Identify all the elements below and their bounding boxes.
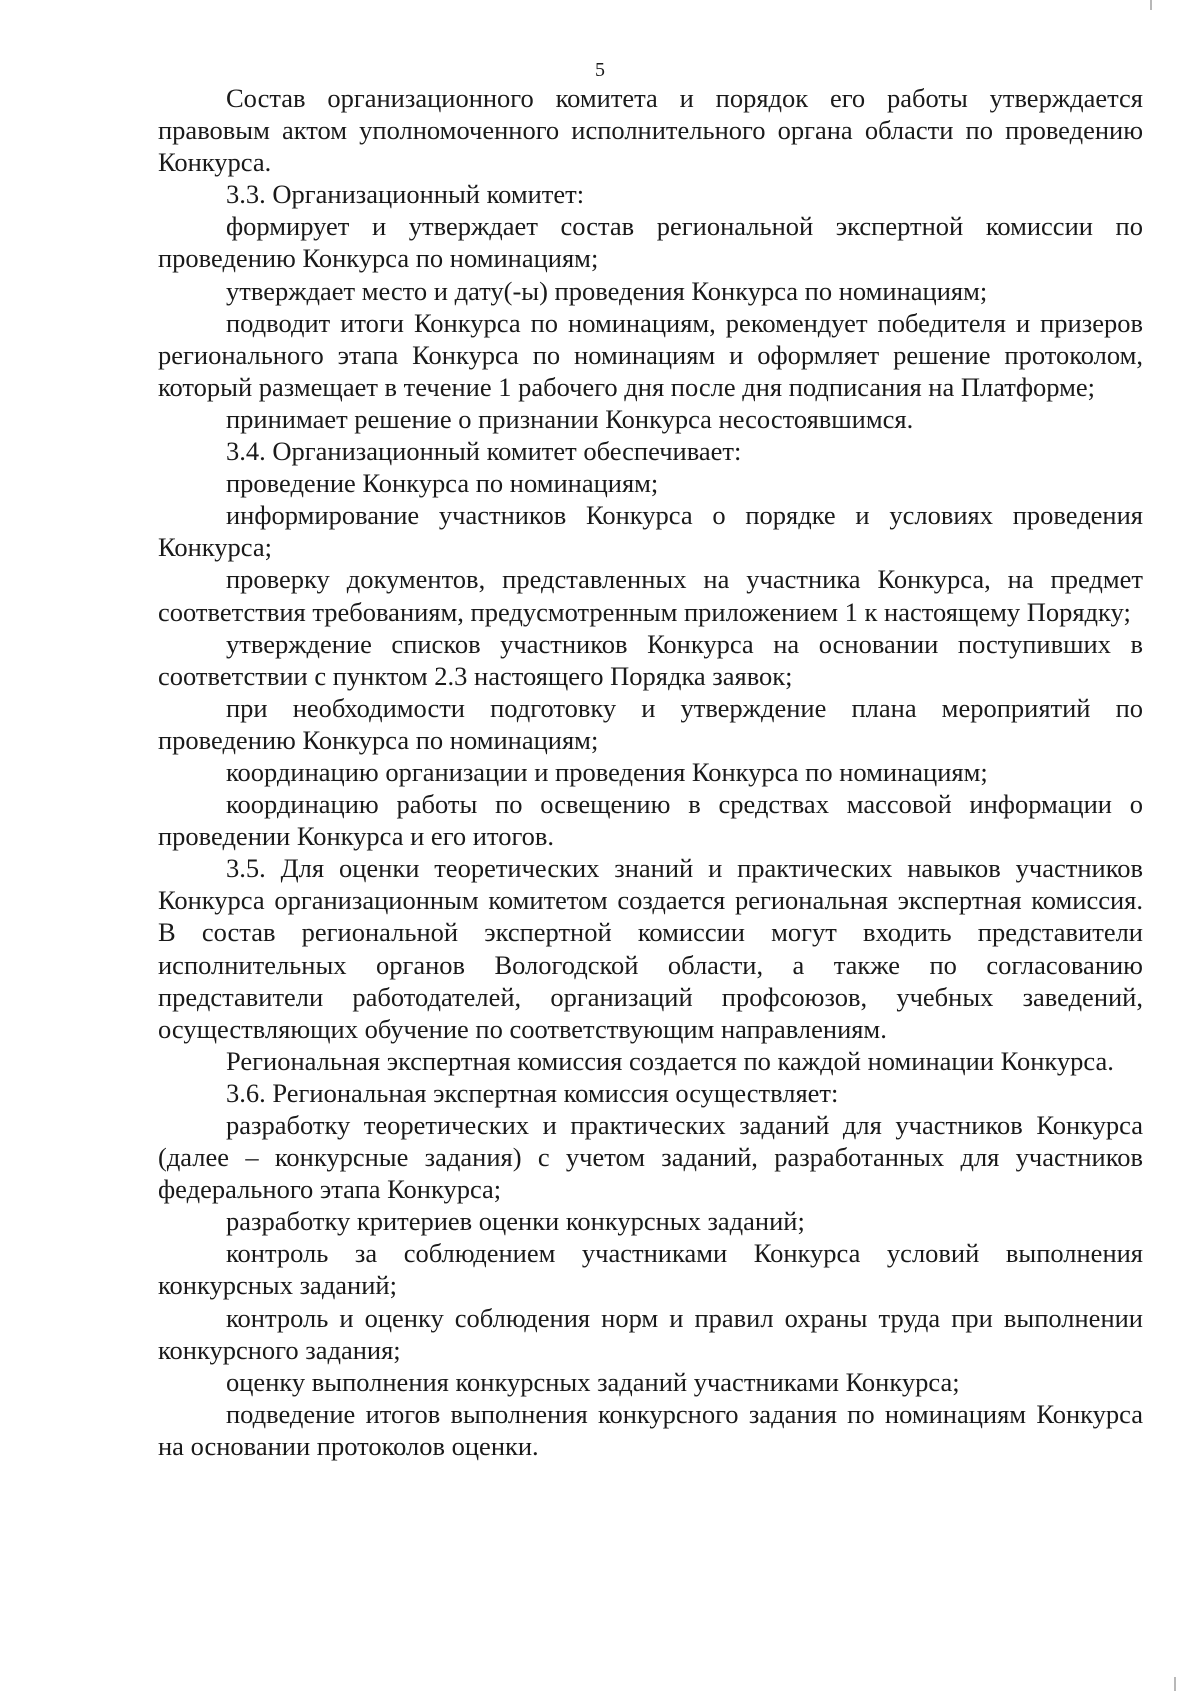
paragraph: 3.5. Для оценки теоретических знаний и практических навыков участников Конкурса организационным комитетом создается региональная экспертная комиссия. В состав региональной экспертной комиссии могут входить представители исполнительных органов Вологодской области, а также по согласованию представители работодателей, организаций профсоюзов, учебных заведений, осуществляющих обучение по соответствующим направлениям. [158, 853, 1143, 1044]
list-item: информирование участников Конкурса о порядке и условиях проведения Конкурса; [158, 500, 1143, 563]
list-item: проведение Конкурса по номинациям; [226, 468, 659, 499]
paragraph: Состав организационного комитета и порядок его работы утверждается правовым актом уполномоченного исполнительного органа области по проведению Конкурса. [158, 83, 1143, 178]
list-item: принимает решение о признании Конкурса несостоявшимся. [226, 403, 914, 434]
list-item: разработку теоретических и практических заданий для участников Конкурса (далее – конкурсные задания) с учетом заданий, разработанных для участников федерального этапа Конкурса; [158, 1110, 1143, 1205]
list-item: подведение итогов выполнения конкурсного задания по номинациям Конкурса на основании протоколов оценки. [158, 1398, 1143, 1461]
list-item: утверждает место и дату(-ы) проведения Конкурса по номинациям; [226, 275, 988, 306]
list-item: контроль и оценку соблюдения норм и правил охраны труда при выполнении конкурсного задания; [158, 1302, 1143, 1365]
list-item: проверку документов, представленных на участника Конкурса, на предмет соответствия требованиям, предусмотренным приложением 1 к настоящему Порядку; [158, 564, 1143, 627]
list-item: утверждение списков участников Конкурса на основании поступивших в соответствии с пунктом 2.3 настоящего Порядка заявок; [158, 628, 1143, 691]
page-number: 5 [595, 59, 605, 81]
list-item: разработку критериев оценки конкурсных заданий; [226, 1206, 805, 1237]
section-heading: 3.4. Организационный комитет обеспечивает: [226, 436, 742, 467]
paragraph: Региональная экспертная комиссия создается по каждой номинации Конкурса. [226, 1045, 1114, 1076]
scan-artifact-bottom-right [1174, 1677, 1176, 1691]
list-item: контроль за соблюдением участниками Конкурса условий выполнения конкурсных заданий; [158, 1238, 1143, 1301]
list-item: формирует и утверждает состав региональной экспертной комиссии по проведению Конкурса по номинациям; [158, 211, 1143, 274]
list-item: при необходимости подготовку и утверждение плана мероприятий по проведению Конкурса по номинациям; [158, 692, 1143, 755]
section-heading: 3.3. Организационный комитет: [226, 179, 585, 210]
list-item: подводит итоги Конкурса по номинациям, рекомендует победителя и призеров регионального этапа Конкурса по номинациям и оформляет решение протоколом, который размещает в течение 1 рабочего дня после дня подписания на Платформе; [158, 307, 1143, 402]
document-body [158, 82, 1143, 1462]
scan-artifact-top-right [1150, 0, 1152, 10]
section-heading: 3.6. Региональная экспертная комиссия осуществляет: [226, 1077, 839, 1108]
list-item: оценку выполнения конкурсных заданий участниками Конкурса; [226, 1366, 960, 1397]
list-item: координацию работы по освещению в средствах массовой информации о проведении Конкурса и его итогов. [158, 789, 1143, 852]
list-item: координацию организации и проведения Конкурса по номинациям; [226, 756, 988, 787]
